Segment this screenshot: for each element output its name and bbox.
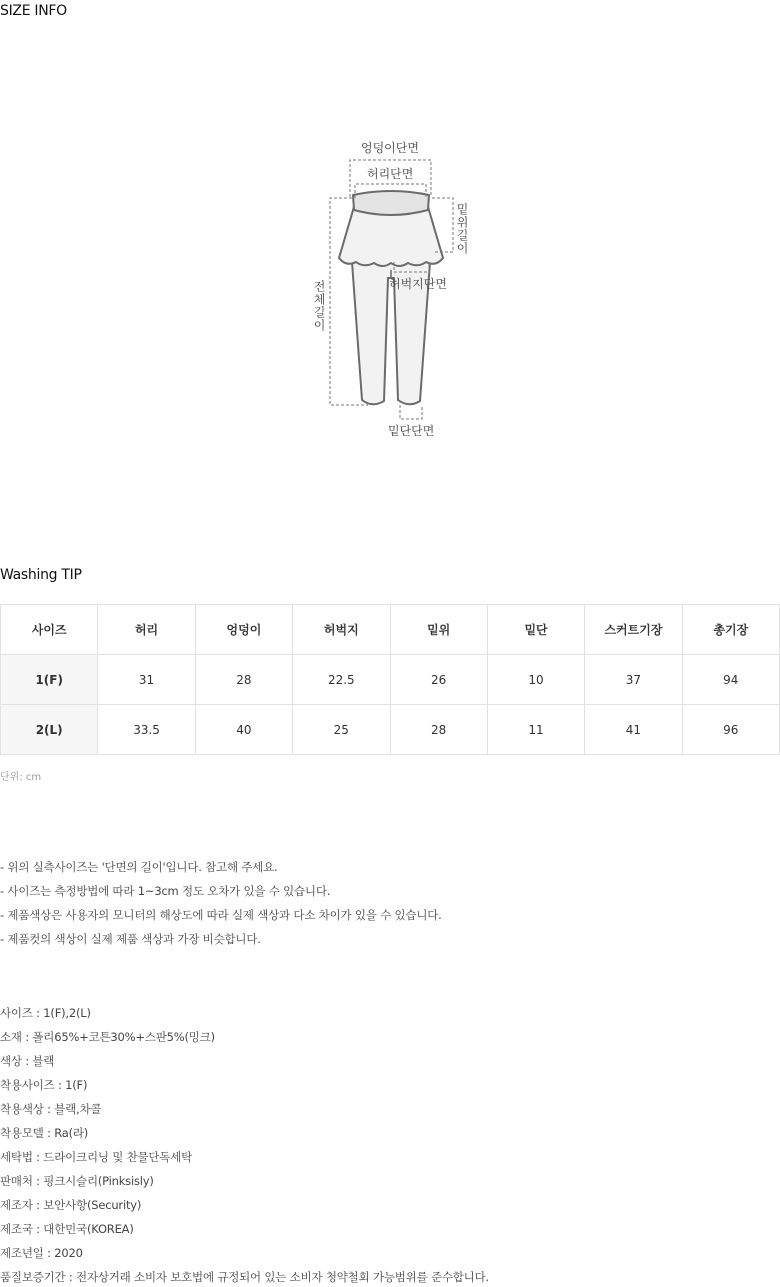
header-total-length: 총기장 <box>682 605 779 655</box>
table-cell: 94 <box>682 655 779 705</box>
total-length-label: 전체길이 <box>312 280 326 332</box>
table-row <box>1 705 780 755</box>
size-table <box>0 604 780 755</box>
spec-size: 사이즈 : 1(F),2(L) <box>0 1006 91 1020</box>
header-size: 사이즈 <box>1 605 98 655</box>
table-cell: 28 <box>390 705 487 755</box>
spec-color: 색상 : 블랙 <box>0 1054 55 1068</box>
header-thigh: 허벅지 <box>293 605 390 655</box>
header-hip: 엉덩이 <box>195 605 292 655</box>
table-cell-size: 2(L) <box>1 705 98 755</box>
size-diagram <box>0 0 780 560</box>
product-specs <box>0 1001 489 1287</box>
hip-width-label: 엉덩이단면 <box>361 141 419 155</box>
spec-washing: 세탁법 : 드라이크리닝 및 찬물단독세탁 <box>0 1150 193 1164</box>
table-cell: 25 <box>293 705 390 755</box>
measurement-notes <box>0 855 442 951</box>
table-header-row <box>1 605 780 655</box>
spec-country: 제조국 : 대한민국(KOREA) <box>0 1222 134 1236</box>
table-cell: 22.5 <box>293 655 390 705</box>
header-skirt-length: 스커트기장 <box>585 605 682 655</box>
table-cell: 40 <box>195 705 292 755</box>
table-cell: 28 <box>195 655 292 705</box>
spec-model: 착용모델 : Ra(라) <box>0 1126 89 1140</box>
table-cell: 33.5 <box>98 705 195 755</box>
spec-worn-size: 착용사이즈 : 1(F) <box>0 1078 88 1092</box>
note-item: - 사이즈는 측정방법에 따라 1~3cm 정도 오차가 있을 수 있습니다. <box>0 884 331 898</box>
spec-worn-color: 착용색상 : 블랙,차콜 <box>0 1102 102 1116</box>
spec-material: 소재 : 폴리65%+코튼30%+스판5%(밍크) <box>0 1030 215 1044</box>
waist-width-label: 허리단면 <box>367 167 414 181</box>
table-cell: 41 <box>585 705 682 755</box>
thigh-width-label: 허벅지단면 <box>389 277 447 291</box>
hem-measure-line <box>400 405 422 419</box>
rise-length-label: 밑위길이 <box>455 203 469 255</box>
spec-seller: 판매처 : 핑크시슬리(Pinksisly) <box>0 1174 154 1188</box>
waistband-shape <box>353 191 429 215</box>
table-row <box>1 655 780 705</box>
table-cell: 37 <box>585 655 682 705</box>
header-hem: 밑단 <box>487 605 584 655</box>
table-cell: 31 <box>98 655 195 705</box>
spec-year: 제조년일 : 2020 <box>0 1246 83 1260</box>
table-cell: 96 <box>682 705 779 755</box>
table-cell: 26 <box>390 655 487 705</box>
hem-width-label: 밑단단면 <box>388 424 435 438</box>
size-info-heading: SIZE INFO <box>0 3 67 19</box>
note-item: - 제품색상은 사용자의 모니터의 해상도에 따라 실제 색상과 다소 차이가 있을 수 있습니다. <box>0 908 442 922</box>
note-item: - 위의 실측사이즈는 '단면의 길이'입니다. 참고해 주세요. <box>0 860 278 874</box>
spec-warranty: 품질보증기간 : 전자상거래 소비자 보호법에 규정되어 있는 소비자 청약철회 가능범위를 준수합니다. <box>0 1270 489 1284</box>
spec-manufacturer: 제조자 : 보안사항(Security) <box>0 1198 142 1212</box>
header-waist: 허리 <box>98 605 195 655</box>
table-cell: 11 <box>487 705 584 755</box>
table-cell-size: 1(F) <box>1 655 98 705</box>
unit-note: 단위: cm <box>0 772 42 783</box>
header-rise: 밑위 <box>390 605 487 655</box>
note-item: - 제품컷의 색상이 실제 제품 색상과 가장 비슷합니다. <box>0 932 261 946</box>
washing-tip-heading: Washing TIP <box>0 567 82 583</box>
table-cell: 10 <box>487 655 584 705</box>
